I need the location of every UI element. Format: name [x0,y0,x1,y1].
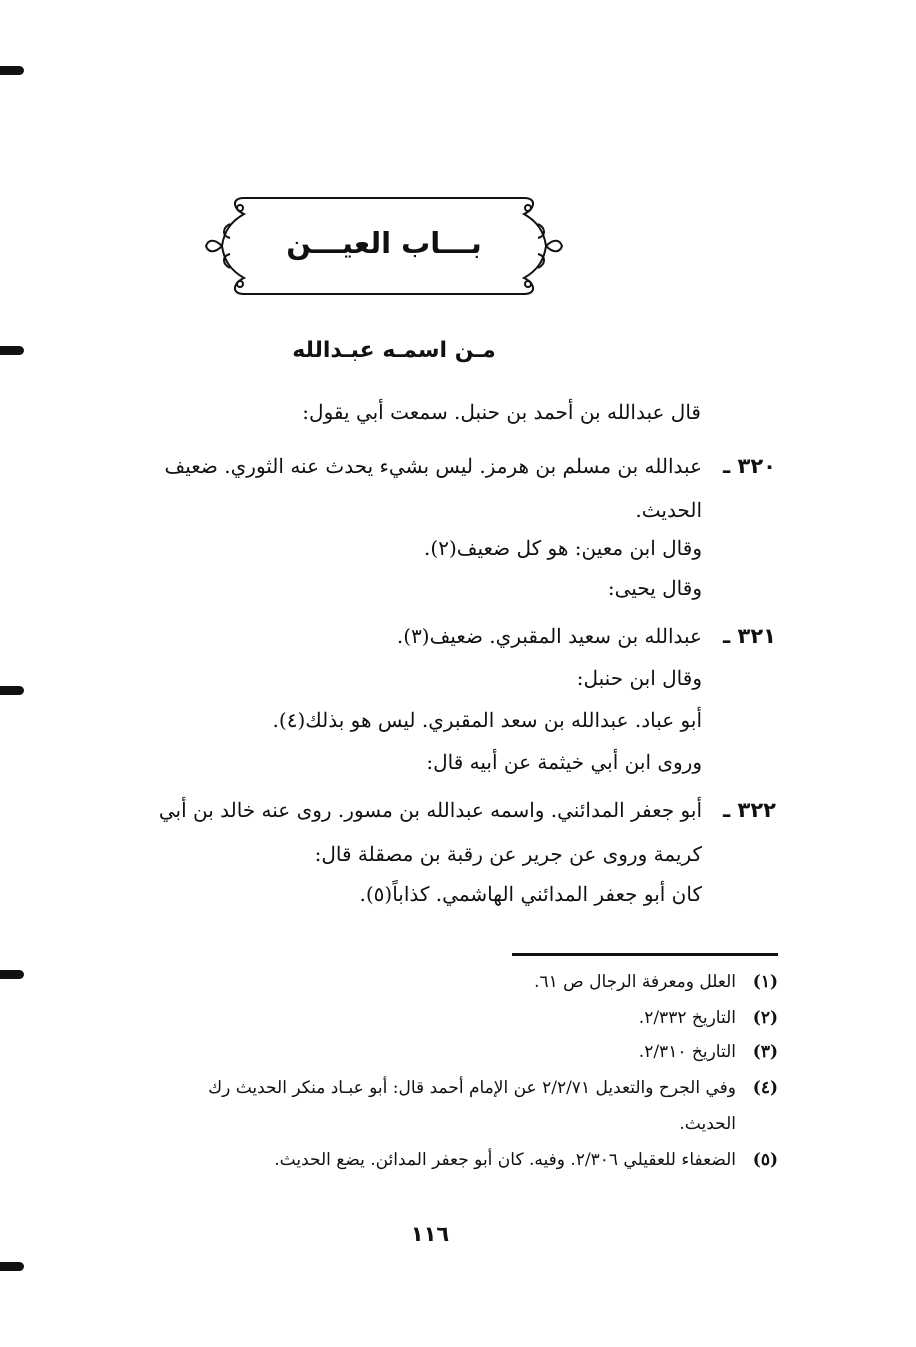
section-title: مـن اسمـه عبـدالله [292,338,496,363]
entry-line: أبو عباد. عبدالله بن سعد المقبري. ليس هو بذلك(٤). [272,708,702,732]
footnote-text: التاريخ ٢/٣٣٢. [638,1008,736,1028]
page-number: ١١٦ [410,1222,450,1246]
entry-line: وقال ابن حنبل: [576,666,702,690]
chapter-cartouche [200,188,568,304]
footnote-text: الضعفاء للعقيلي ٢/٣٠٦. وفيه. كان أبو جعفر المدائن. يضع الحديث. [274,1150,736,1170]
entry-line: كريمة وروى عن جرير عن رقبة بن مصقلة قال: [314,842,702,866]
entry-line: الحديث. [635,498,702,522]
entry-line: أبو جعفر المدائني. واسمه عبدالله بن مسور. روى عنه خالد بن أبي [158,798,702,822]
footnote-marker: (٥) [752,1150,778,1170]
intro-line: قال عبدالله بن أحمد بن حنبل. سمعت أبي يقول: [302,400,701,424]
footnote-marker: (١) [752,972,778,992]
footnote-marker: (٣) [752,1042,778,1062]
footnote-text: العلل ومعرفة الرجال ص ٦١. [534,972,736,992]
footnote-marker: (٢) [752,1008,778,1028]
scan-edge-mark [0,970,24,979]
entry-number: ٣٢١ ـ [723,624,776,648]
entry-line: وقال ابن معين: هو كل ضعيف(٢). [424,536,702,560]
footnote-text: التاريخ ٢/٣١٠. [638,1042,736,1062]
footnote-marker: (٤) [752,1078,778,1098]
footnote-text: وفي الجرح والتعديل ٢/٢/٧١ عن الإمام أحمد قال: أبو عبـاد منكر الحديث رك [208,1078,736,1098]
scan-edge-mark [0,1262,24,1271]
entry-line: وقال يحيى: [607,576,702,600]
scan-edge-mark [0,66,24,75]
entry-line: عبدالله بن مسلم بن هرمز. ليس بشيء يحدث عنه الثوري. ضعيف [164,454,702,478]
entry-line: وروى ابن أبي خيثمة عن أبيه قال: [426,750,702,774]
chapter-title: بـــاب العيـــن [286,226,482,260]
scan-edge-mark [0,346,24,355]
scan-edge-mark [0,686,24,695]
entry-line: عبدالله بن سعيد المقبري. ضعيف(٣). [396,624,702,648]
entry-line: كان أبو جعفر المدائني الهاشمي. كذاباً(٥). [359,882,702,906]
entry-number: ٣٢٢ ـ [723,798,776,822]
footnote-text: الحديث. [679,1114,736,1134]
footnote-separator [512,953,778,956]
entry-number: ٣٢٠ ـ [723,454,776,478]
